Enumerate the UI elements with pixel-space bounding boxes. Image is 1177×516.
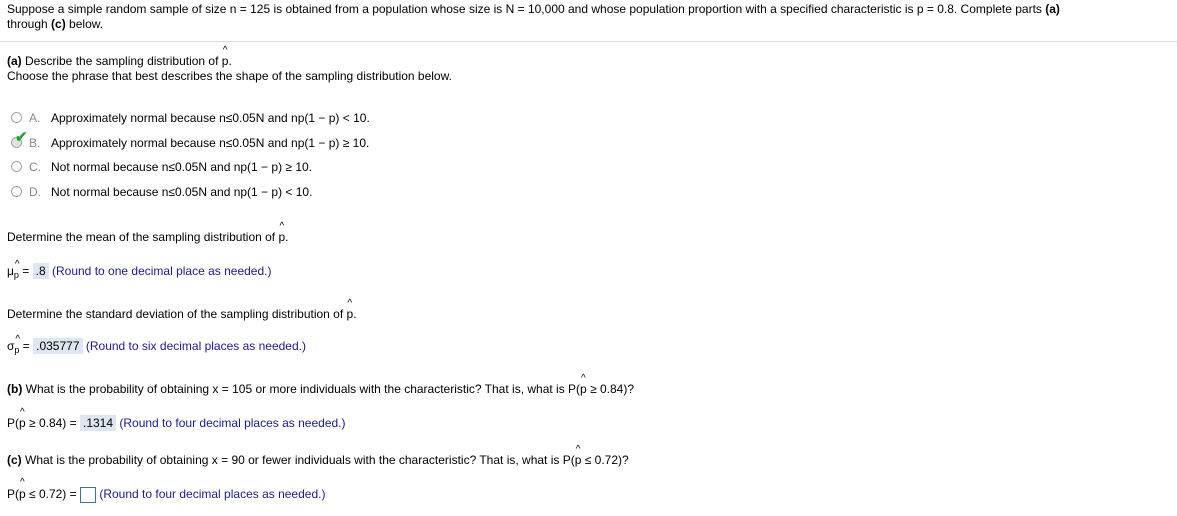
option-a-letter: A. — [29, 111, 41, 125]
part-a-label: (a) — [7, 54, 22, 68]
mu-symbol: μ — [7, 264, 14, 278]
radio-option-d[interactable] — [11, 186, 22, 197]
header-divider — [0, 41, 1177, 42]
part-c-text-end: ≤ 0.72)? — [581, 453, 629, 467]
part-c-answer-prefix: P( — [7, 487, 19, 501]
part-a-describe: Describe the sampling distribution of — [21, 54, 222, 68]
sd-prompt: Determine the standard deviation of the sampling distribution of ^ p. — [7, 307, 357, 321]
option-d-text: Not normal because n≤0.05N and np(1 − p) < 10. — [51, 185, 313, 199]
intro-end: below. — [65, 17, 104, 31]
radio-option-a[interactable] — [11, 112, 22, 123]
part-b-label: (b) — [7, 382, 23, 396]
part-a-title — [7, 54, 232, 68]
p-hat-symbol: ^ p — [575, 453, 582, 467]
part-a-period: . — [228, 54, 232, 68]
part-c-label: (c) — [7, 453, 22, 467]
sigma-symbol: σ — [7, 339, 15, 353]
sd-hint: (Round to six decimal places as needed.) — [85, 339, 306, 353]
mean-answer-row — [7, 263, 271, 279]
p-hat-symbol: ^ p — [19, 416, 26, 430]
correct-check-icon: ✔ — [15, 129, 28, 146]
p-hat-symbol: ^ p — [278, 230, 285, 244]
part-b-answer[interactable]: .1314 — [80, 415, 116, 431]
intro-part-a: (a) — [1045, 2, 1060, 16]
part-b-text-end: ≥ 0.84)? — [586, 382, 635, 396]
mean-hint: (Round to one decimal place as needed.) — [52, 264, 272, 278]
part-b-question — [7, 382, 634, 396]
part-c-answer-row — [7, 486, 325, 503]
sd-prompt-text: Determine the standard deviation of the sampling distribution of — [7, 307, 347, 321]
p-hat-symbol: ^ p — [222, 54, 229, 68]
option-a-text: Approximately normal because n≤0.05N and np(1 − p) < 10. — [51, 111, 370, 125]
p-hat-symbol: ^ p — [580, 382, 587, 396]
p-hat-symbol: ^ p — [19, 486, 26, 502]
part-c-answer-suffix: ≤ 0.72) = — [25, 487, 77, 501]
mean-answer[interactable]: .8 — [33, 263, 49, 279]
part-c-hint: (Round to four decimal places as needed.) — [99, 487, 326, 501]
part-c-question — [7, 453, 629, 467]
radio-option-c[interactable] — [11, 161, 22, 172]
option-d-letter: D. — [29, 185, 41, 199]
part-b-text: What is the probability of obtaining x = 105 or more individuals with the characteristic? That is, what is P( — [22, 382, 581, 396]
sd-answer[interactable]: .035777 — [33, 338, 82, 354]
intro-text: Suppose a simple random sample of size n = 125 is obtained from a population whose size is N = 10,000 and whose population proportion with a specified characteristic is p = 0.8. Complete parts — [7, 2, 1046, 16]
intro-through: through — [7, 17, 52, 31]
option-c-text: Not normal because n≤0.05N and np(1 − p) ≥ 10. — [51, 160, 312, 174]
part-b-hint: (Round to four decimal places as needed.) — [119, 416, 346, 430]
option-b-letter: B. — [29, 136, 41, 150]
part-c-text: What is the probability of obtaining x = 90 or fewer individuals with the characteristic? That is, what is P( — [21, 453, 575, 467]
intro-part-c: (c) — [51, 17, 66, 31]
part-b-answer-row — [7, 415, 346, 431]
p-hat-subscript: ^ $_p$ — [14, 343, 19, 357]
option-c-letter: C. — [29, 160, 41, 174]
mean-equals: = — [22, 264, 30, 278]
sd-equals: = — [22, 339, 30, 353]
p-hat-subscript: ^ $_p$ — [14, 268, 19, 282]
part-b-answer-prefix: P( — [7, 416, 19, 430]
sd-answer-row — [7, 338, 306, 354]
mean-prompt-text: Determine the mean of the sampling distribution of — [7, 230, 279, 244]
option-b-text: Approximately normal because n≤0.05N and np(1 − p) ≥ 10. — [51, 136, 370, 150]
part-b-answer-suffix: ≥ 0.84) = — [25, 416, 77, 430]
mean-prompt: Determine the mean of the sampling distribution of ^ p. — [7, 230, 289, 244]
p-hat-symbol: ^ p — [347, 307, 354, 321]
part-a-instruction: Choose the phrase that best describes the shape of the sampling distribution below. — [7, 69, 452, 83]
part-c-answer-input[interactable] — [80, 487, 96, 503]
question-intro — [7, 2, 1167, 32]
